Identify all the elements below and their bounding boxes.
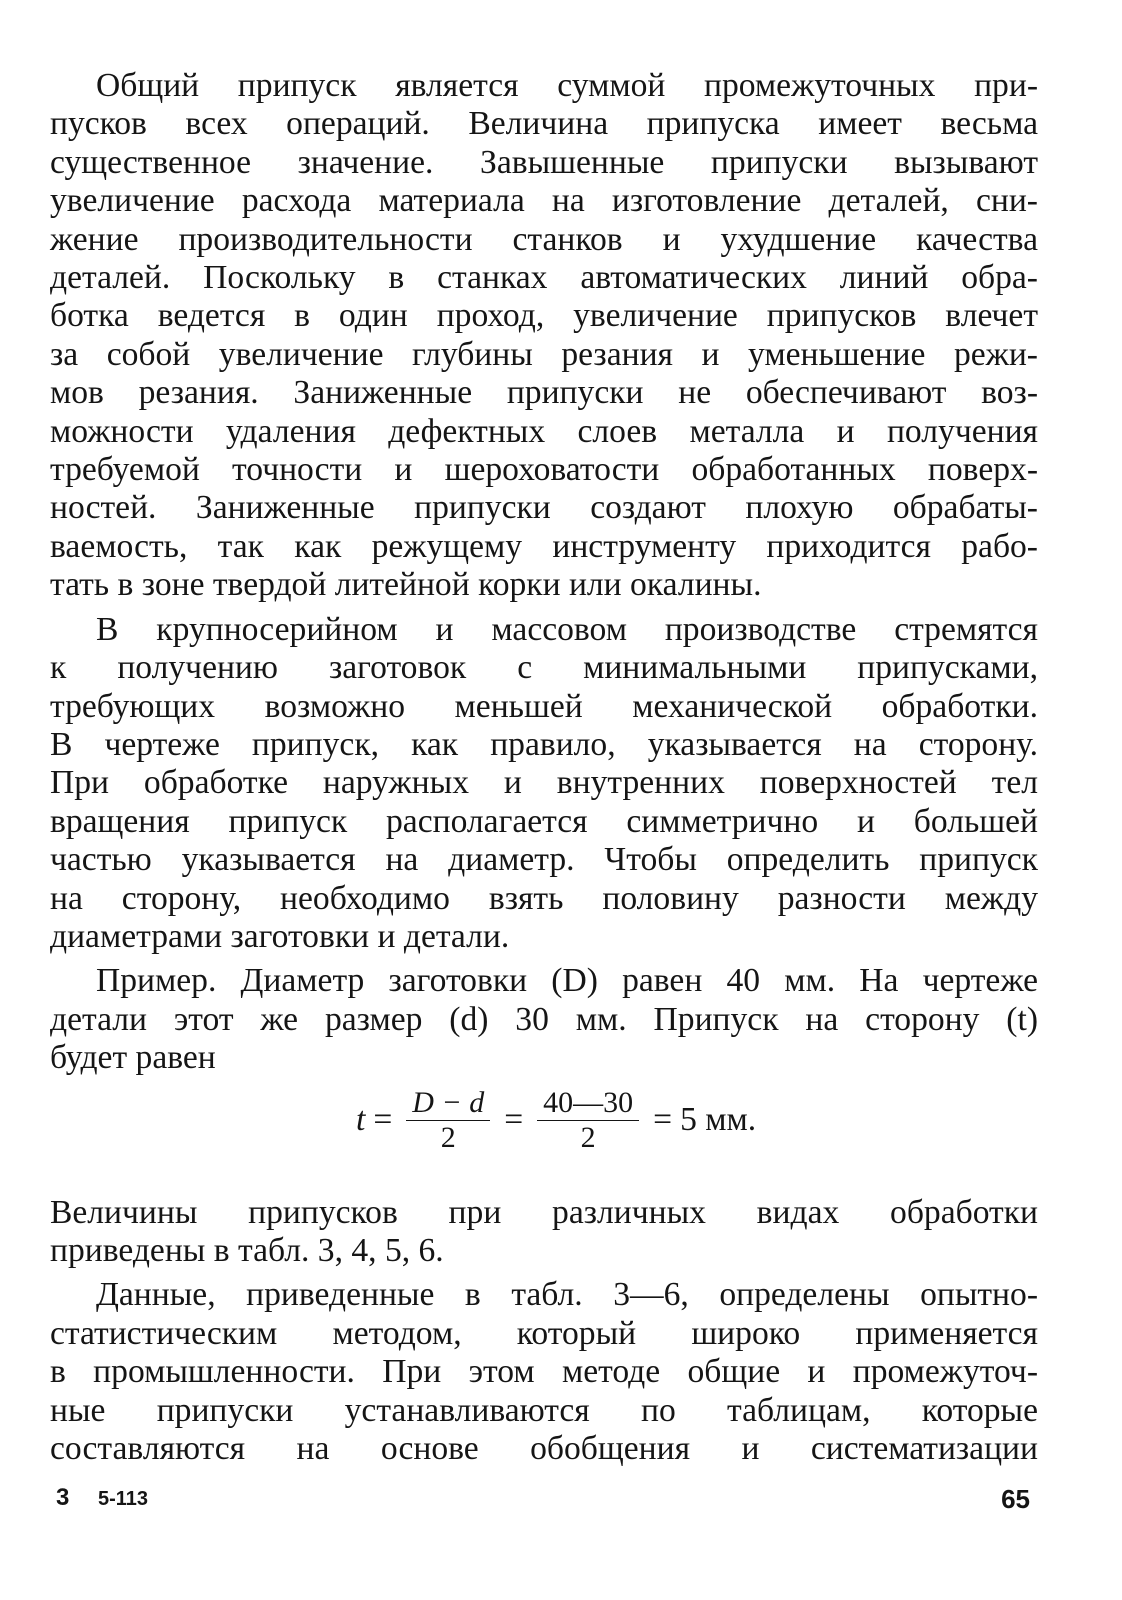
- equals-sign: =: [373, 1100, 393, 1138]
- text-line: увеличение расхода материала на изготовление деталей, сни-: [50, 182, 1038, 220]
- text-line: При обработке наружных и внутренних поверхностей тел: [50, 764, 1038, 802]
- text-line: ные припуски устанавливаются по таблицам, которые: [50, 1391, 1038, 1429]
- text-line: Данные, приведенные в табл. 3—6, определены опытно-: [96, 1276, 1038, 1314]
- text-line: требующих возможно меньшей механической обработки.: [50, 687, 1038, 725]
- text-line: Пример. Диаметр заготовки (D) равен 40 мм. На чертеже: [96, 962, 1038, 1000]
- fraction-numerator: 40—30: [537, 1086, 639, 1121]
- fraction-numerator: D − d: [406, 1086, 490, 1121]
- paragraph-1: [50, 67, 1038, 605]
- text-line: за собой увеличение глубины резания и уменьшение режи-: [50, 335, 1038, 373]
- text-line: статистическим методом, который широко применяется: [50, 1314, 1038, 1352]
- signature-code: 5-113: [98, 1488, 149, 1510]
- text-line: В чертеже припуск, как правило, указывается на сторону.: [50, 725, 1038, 763]
- text-line: ваемость, так как режущему инструменту приходится рабо-: [50, 527, 1038, 565]
- text-line: приведены в табл. 3, 4, 5, 6.: [50, 1231, 444, 1269]
- text-line: тать в зоне твердой литейной корки или окалины.: [50, 566, 762, 604]
- equals-sign: =: [504, 1100, 524, 1138]
- text-line: В крупносерийном и массовом производстве стремятся: [96, 610, 1038, 648]
- text-line: деталей. Поскольку в станках автоматических линий обра-: [50, 259, 1038, 297]
- text-line: существенное значение. Завышенные припуски вызывают: [50, 143, 1038, 181]
- fraction-denominator: 2: [440, 1120, 456, 1154]
- text-line: можности удаления дефектных слоев металла и получения: [50, 412, 1038, 450]
- paragraph-2: [50, 611, 1038, 957]
- page-footer: [50, 1484, 1038, 1524]
- fraction-symbolic: [406, 1086, 490, 1155]
- signature-number: 3: [56, 1484, 70, 1511]
- text-line: ностей. Заниженные припуски создают плохую обрабаты-: [50, 489, 1038, 527]
- text-line: к получению заготовок с минимальными припусками,: [50, 649, 1038, 687]
- text-line: на сторону, необходимо взять половину разности между: [50, 879, 1038, 917]
- text-line: пусков всех операций. Величина припуска имеет весьма: [50, 105, 1038, 143]
- text-line: составляются на основе обобщения и систематизации: [50, 1430, 1038, 1467]
- paragraph-4: [50, 1194, 1038, 1271]
- page-number: 65: [1001, 1484, 1030, 1514]
- equals-sign: =: [653, 1100, 673, 1138]
- formula-block: [50, 1080, 1038, 1180]
- text-line: ботка ведется в один проход, увеличение припусков влечет: [50, 297, 1038, 335]
- formula-result: 5 мм.: [680, 1100, 757, 1138]
- allowance-formula: [356, 1086, 756, 1155]
- text-line: в промышленности. При этом методе общие и промежуточ-: [50, 1353, 1038, 1391]
- text-line: Общий припуск является суммой промежуточных при-: [96, 67, 1038, 104]
- text-line: будет равен: [50, 1039, 216, 1077]
- paragraph-5: [50, 1276, 1038, 1468]
- text-line: вращения припуск располагается симметрично и большей: [50, 802, 1038, 840]
- fraction-numeric: [537, 1086, 639, 1155]
- formula-variable-t: t: [356, 1100, 366, 1138]
- paragraph-3: [50, 962, 1038, 1077]
- text-line: требуемой точности и шероховатости обработанных поверх-: [50, 451, 1038, 489]
- text-line: детали этот же размер (d) 30 мм. Припуск на сторону (t): [50, 1000, 1038, 1038]
- text-line: мов резания. Заниженные припуски не обеспечивают воз-: [50, 374, 1038, 412]
- text-line: Величины припусков при различных видах обработки: [50, 1193, 1038, 1231]
- text-line: жение производительности станков и ухудшение качества: [50, 220, 1038, 258]
- body-text: [50, 67, 1038, 1468]
- text-line: диаметрами заготовки и детали.: [50, 917, 510, 955]
- text-line: частью указывается на диаметр. Чтобы определить припуск: [50, 841, 1038, 879]
- fraction-denominator: 2: [580, 1120, 596, 1154]
